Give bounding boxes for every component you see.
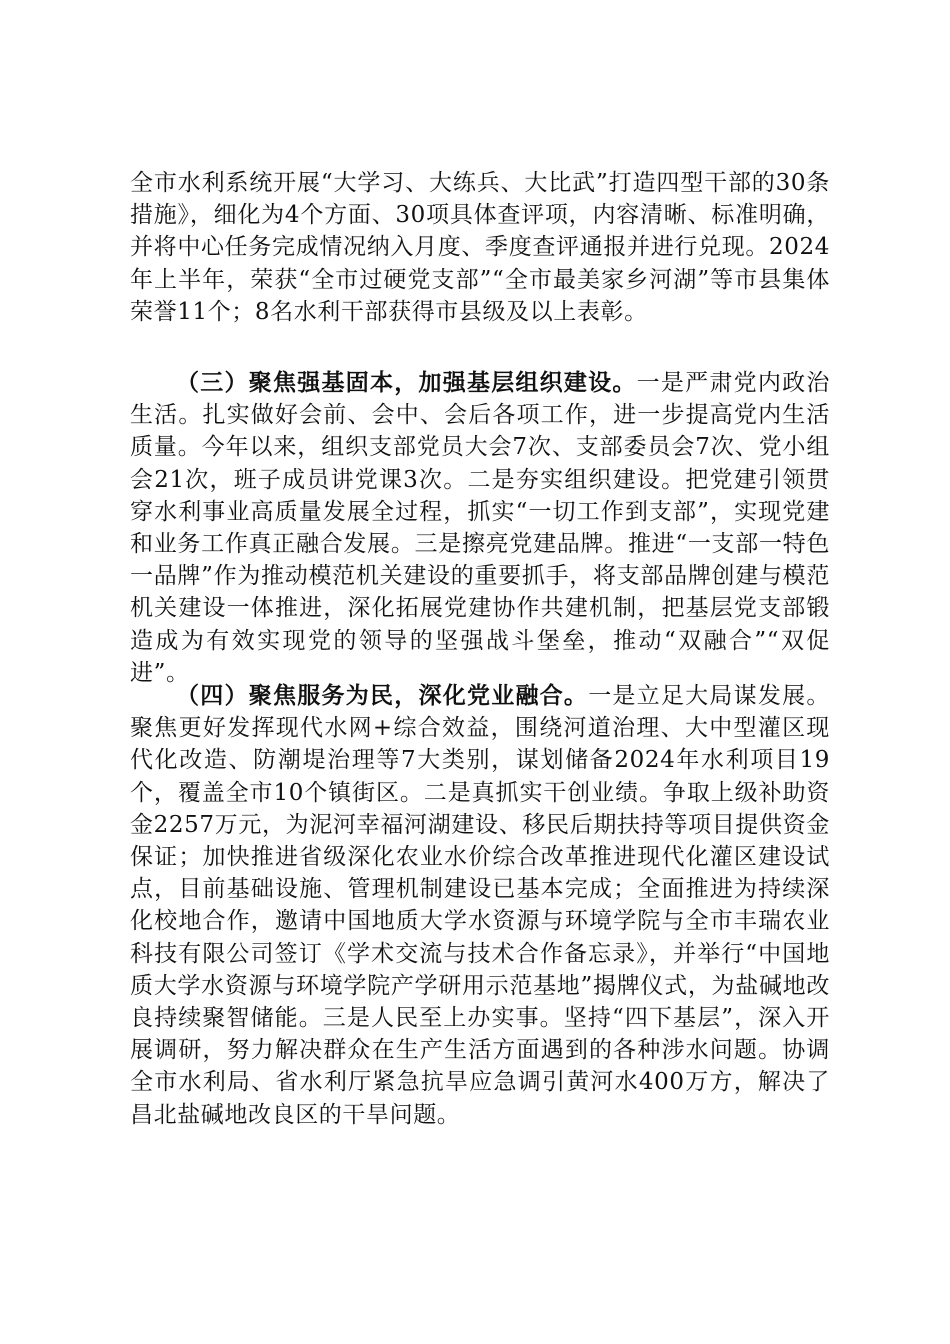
paragraph-continuation	[130, 167, 830, 328]
paragraph-body: 一是立足大局谋发展。聚焦更好发挥现代水网+综合效益，围绕河道治理、大中型灌区现代化改造、防潮堤治理等7大类别，谋划储备2024年水利项目19个，覆盖全市10个镇街区。二是真抓实干创业绩。争取上级补助资金2257万元，为泥河幸福河湖建设、移民后期扶持等项目提供资金保证；加快推进省级深化农业水价综合改革推进现代化灌区建设试点，目前基础设施、管理机制建设已基本完成；全面推进为持续深化校地合作，邀请中国地质大学水资源与环境学院与全市丰瑞农业科技有限公司签订《学术交流与技术合作备忘录》，并举行“中国地质大学水资源与环境学院产学研用示范基地”揭牌仪式，为盐碱地改良持续聚智储能。三是人民至上办实事。坚持“四下基层”，深入开展调研，努力解决群众在生产生活方面遇到的各种涉水问题。协调全市水利局、省水利厅紧急抗旱应急调引黄河水400万方，解决了昌北盐碱地改良区的干旱问题。	[130, 683, 831, 1128]
paragraph-section-3	[130, 367, 830, 689]
paragraph-section-4	[130, 680, 830, 1131]
section-heading: （四）聚焦服务为民，深化党业融合。	[176, 683, 589, 709]
paragraph-body: 全市水利系统开展“大学习、大练兵、大比武”打造四型干部的30条措施》，细化为4个方面、30项具体查评项，内容清晰、标准明确，并将中心任务完成情况纳入月度、季度查评通报并进行兑现。2024年上半年，荣获“全市过硬党支部”“全市最美家乡河湖”等市县集体荣誉11个；8名水利干部获得市县级及以上表彰。	[130, 170, 830, 325]
paragraph-body: 一是严肃党内政治生活。扎实做好会前、会中、会后各项工作，进一步提高党内生活质量。今年以来，组织支部党员大会7次、支部委员会7次、党小组会21次，班子成员讲党课3次。二是夯实组织建设。把党建引领贯穿水利事业高质量发展全过程，抓实“一切工作到支部”，实现党建和业务工作真正融合发展。三是擦亮党建品牌。推进“一支部一特色一品牌”作为推动模范机关建设的重要抓手，将支部品牌创建与模范机关建设一体推进，深化拓展党建协作共建机制，把基层党支部锻造成为有效实现党的领导的坚强战斗堡垒，推动“双融合”“双促进”。	[130, 370, 830, 686]
section-heading: （三）聚焦强基固本，加强基层组织建设。	[176, 370, 637, 396]
